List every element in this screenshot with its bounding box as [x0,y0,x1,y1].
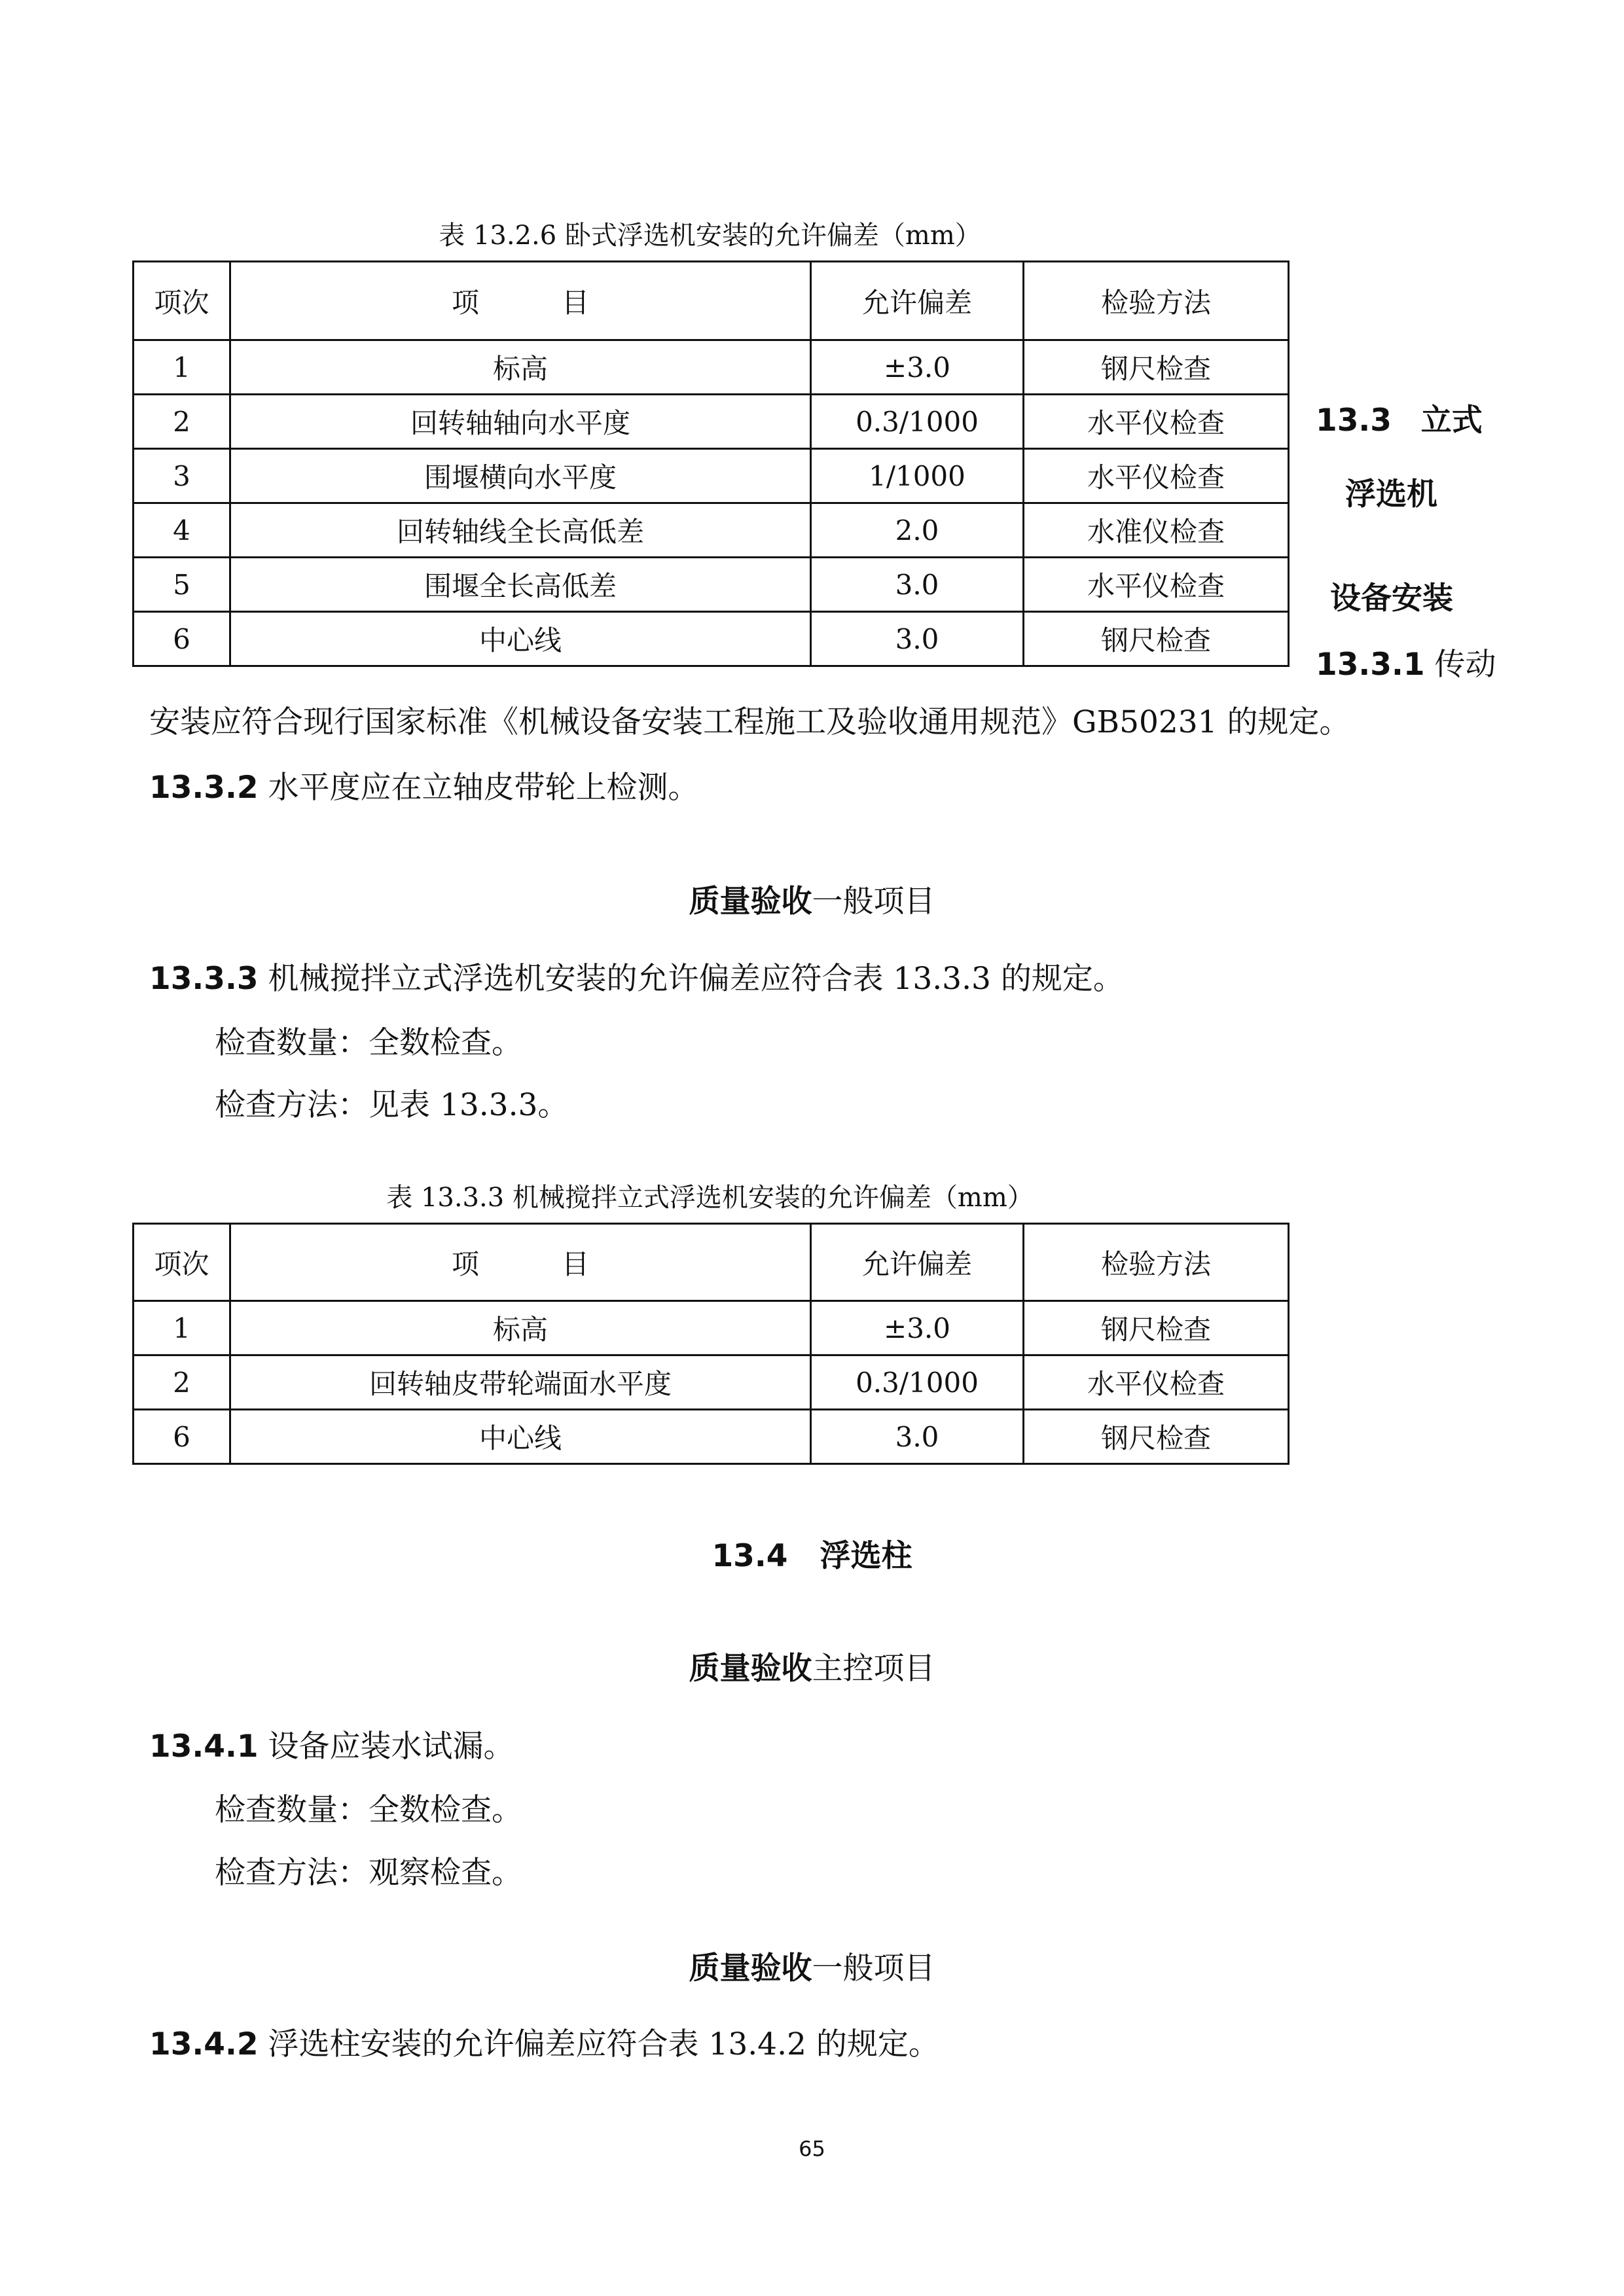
subheading-general-items [0,877,1624,921]
table-row [134,395,1289,449]
table1 [132,260,1290,667]
table2-header-cell: 项次 [134,1224,230,1301]
table-cell: 3 [134,449,230,503]
table-cell: ±3.0 [811,340,1024,395]
table-row [134,558,1289,612]
page-number: 65 [799,2136,825,2161]
clause-13-4-1 [149,1729,514,1765]
table-cell: ±3.0 [811,1301,1024,1355]
table2 [132,1223,1290,1465]
section-number: 13.3 [1316,403,1392,439]
subheading-rest: 主控项目 [812,1651,935,1687]
table-cell: 回转轴皮带轮端面水平度 [230,1355,811,1410]
table-cell: 水平仪检查 [1024,1355,1289,1410]
check-method: 检查方法：见表 13.3.3。 [215,1087,569,1123]
table-cell: 6 [134,612,230,666]
subheading-bold: 质量验收 [689,1950,812,1986]
table-row [134,340,1289,395]
clause-number: 13.4.2 [149,2026,259,2062]
clause-13-4-2 [149,2026,939,2062]
table-row [134,1355,1289,1410]
table-cell: 2 [134,395,230,449]
section-number: 13.4 [712,1538,788,1574]
table-cell: 2.0 [811,503,1024,558]
clause-13-3-2 [149,770,699,806]
subheading-bold: 质量验收 [689,884,812,920]
table1-caption: 表 13.2.6 卧式浮选机安装的允许偏差（mm） [439,221,981,251]
table-cell: 水准仪检查 [1024,503,1289,558]
table-cell: 钢尺检查 [1024,1410,1289,1464]
clause-number: 13.4.1 [149,1729,259,1765]
table-cell: 3.0 [811,612,1024,666]
table-cell: 钢尺检查 [1024,612,1289,666]
table1-header-row [134,262,1289,340]
subheading-main-control-items [0,1644,1624,1688]
table-cell: 水平仪检查 [1024,449,1289,503]
table-cell: 1 [134,1301,230,1355]
clause-text: 设备应装水试漏。 [268,1729,514,1765]
table-cell: 围堰全长高低差 [230,558,811,612]
table-cell: 1/1000 [811,449,1024,503]
table1-header-cell: 项次 [134,262,230,340]
table-row [134,503,1289,558]
table-cell: 中心线 [230,612,811,666]
table-cell: 3.0 [811,558,1024,612]
table-row [134,449,1289,503]
table-cell: 0.3/1000 [811,1355,1024,1410]
clause-text: 传动 [1434,647,1496,683]
table2-header-cell: 允许偏差 [811,1224,1024,1301]
section-title: 浮选柱 [820,1538,912,1574]
table-cell: 标高 [230,340,811,395]
clause-text: 浮选柱安装的允许偏差应符合表 13.4.2 的规定。 [268,2026,939,2062]
clause-13-3-1-continuation: 安装应符合现行国家标准《机械设备安装工程施工及验收通用规范》GB50231 的规定。 [149,704,1350,740]
table-cell: 5 [134,558,230,612]
table-row [134,612,1289,666]
section-13-4-heading [0,1532,1624,1575]
check-quantity: 检查数量：全数检查。 [215,1792,522,1828]
table1-header-cell: 允许偏差 [811,262,1024,340]
table1-header-cell: 检验方法 [1024,262,1289,340]
table-cell: 4 [134,503,230,558]
clause-text: 水平度应在立轴皮带轮上检测。 [268,770,699,806]
table-cell: 3.0 [811,1410,1024,1464]
subheading-general-items [0,1944,1624,1988]
clause-13-3-1-start [1316,640,1496,684]
table-row [134,1410,1289,1464]
section-13-3-heading [1316,396,1483,440]
subheading-bold: 质量验收 [689,1651,812,1687]
table2-header-cell: 项 目 [230,1224,811,1301]
table-cell: 钢尺检查 [1024,1301,1289,1355]
table-cell: 中心线 [230,1410,811,1464]
table-cell: 0.3/1000 [811,395,1024,449]
table-cell: 6 [134,1410,230,1464]
clause-text: 机械搅拌立式浮选机安装的允许偏差应符合表 13.3.3 的规定。 [268,961,1124,997]
subheading-rest: 一般项目 [812,1950,935,1986]
table-cell: 围堰横向水平度 [230,449,811,503]
section-13-3-heading-line3: 设备安装 [1330,581,1453,617]
clause-13-3-3 [149,961,1124,997]
clause-number: 13.3.2 [149,770,259,806]
table-cell: 2 [134,1355,230,1410]
clause-number: 13.3.1 [1316,647,1425,683]
section-title: 立式 [1420,403,1483,439]
table2-caption: 表 13.3.3 机械搅拌立式浮选机安装的允许偏差（mm） [386,1183,1034,1213]
table-row [134,1301,1289,1355]
section-13-3-heading-line2: 浮选机 [1345,476,1437,512]
clause-number: 13.3.3 [149,961,259,997]
table-cell: 回转轴轴向水平度 [230,395,811,449]
table-cell: 回转轴线全长高低差 [230,503,811,558]
table-cell: 水平仪检查 [1024,558,1289,612]
table-cell: 1 [134,340,230,395]
table-cell: 水平仪检查 [1024,395,1289,449]
check-quantity: 检查数量：全数检查。 [215,1025,522,1061]
subheading-rest: 一般项目 [812,884,935,920]
table-cell: 钢尺检查 [1024,340,1289,395]
table2-header-row [134,1224,1289,1301]
table1-header-cell: 项 目 [230,262,811,340]
check-method: 检查方法：观察检查。 [215,1855,522,1891]
table-cell: 标高 [230,1301,811,1355]
table2-header-cell: 检验方法 [1024,1224,1289,1301]
